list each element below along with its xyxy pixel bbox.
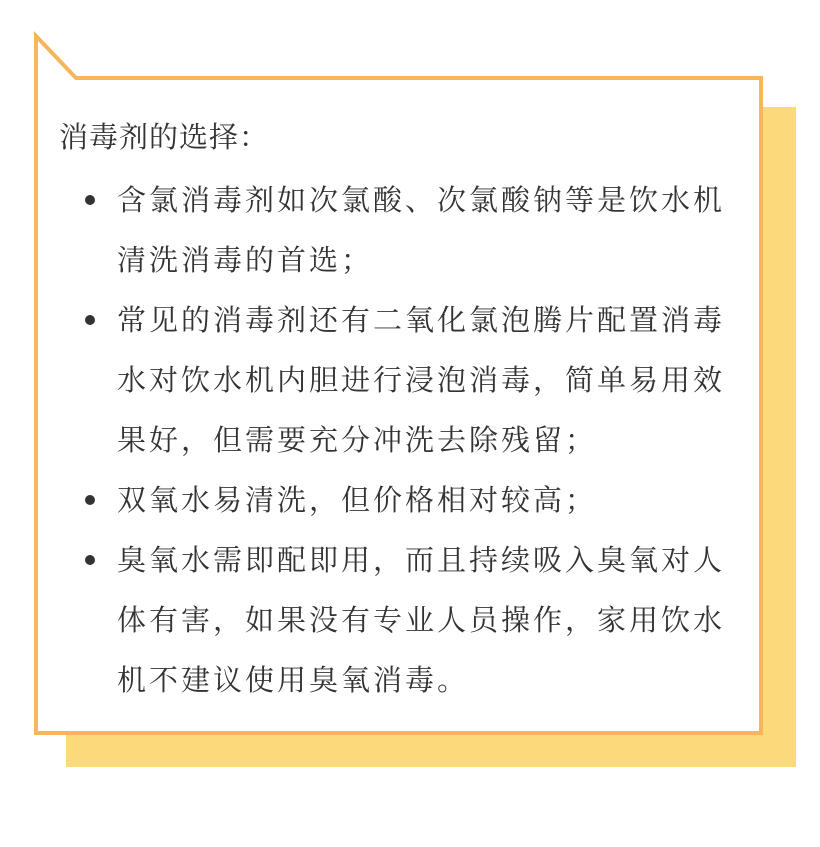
section-heading: 消毒剂的选择：	[59, 120, 270, 154]
list-item-text: 臭氧水需即配即用，而且持续吸入臭氧对人体有害，如果没有专业人员操作，家用饮水机不建议使用臭氧消毒。	[117, 543, 726, 697]
bullet-icon	[85, 315, 95, 325]
bullet-icon	[85, 195, 95, 205]
content-area	[59, 108, 749, 710]
list-item-text: 双氧水易清洗，但价格相对较高；	[117, 483, 598, 517]
list-item-text: 常见的消毒剂还有二氧化氯泡腾片配置消毒水对饮水机内胆进行浸泡消毒，简单易用效果好，但需要充分冲洗去除残留；	[117, 303, 726, 457]
bullet-icon	[85, 555, 95, 565]
list-item-text: 含氯消毒剂如次氯酸、次氯酸钠等是饮水机清洗消毒的首选；	[117, 183, 726, 277]
bullet-icon	[85, 495, 95, 505]
list-item	[59, 470, 749, 530]
list-item	[59, 290, 749, 470]
list-item	[59, 530, 749, 710]
list-item	[59, 170, 749, 290]
